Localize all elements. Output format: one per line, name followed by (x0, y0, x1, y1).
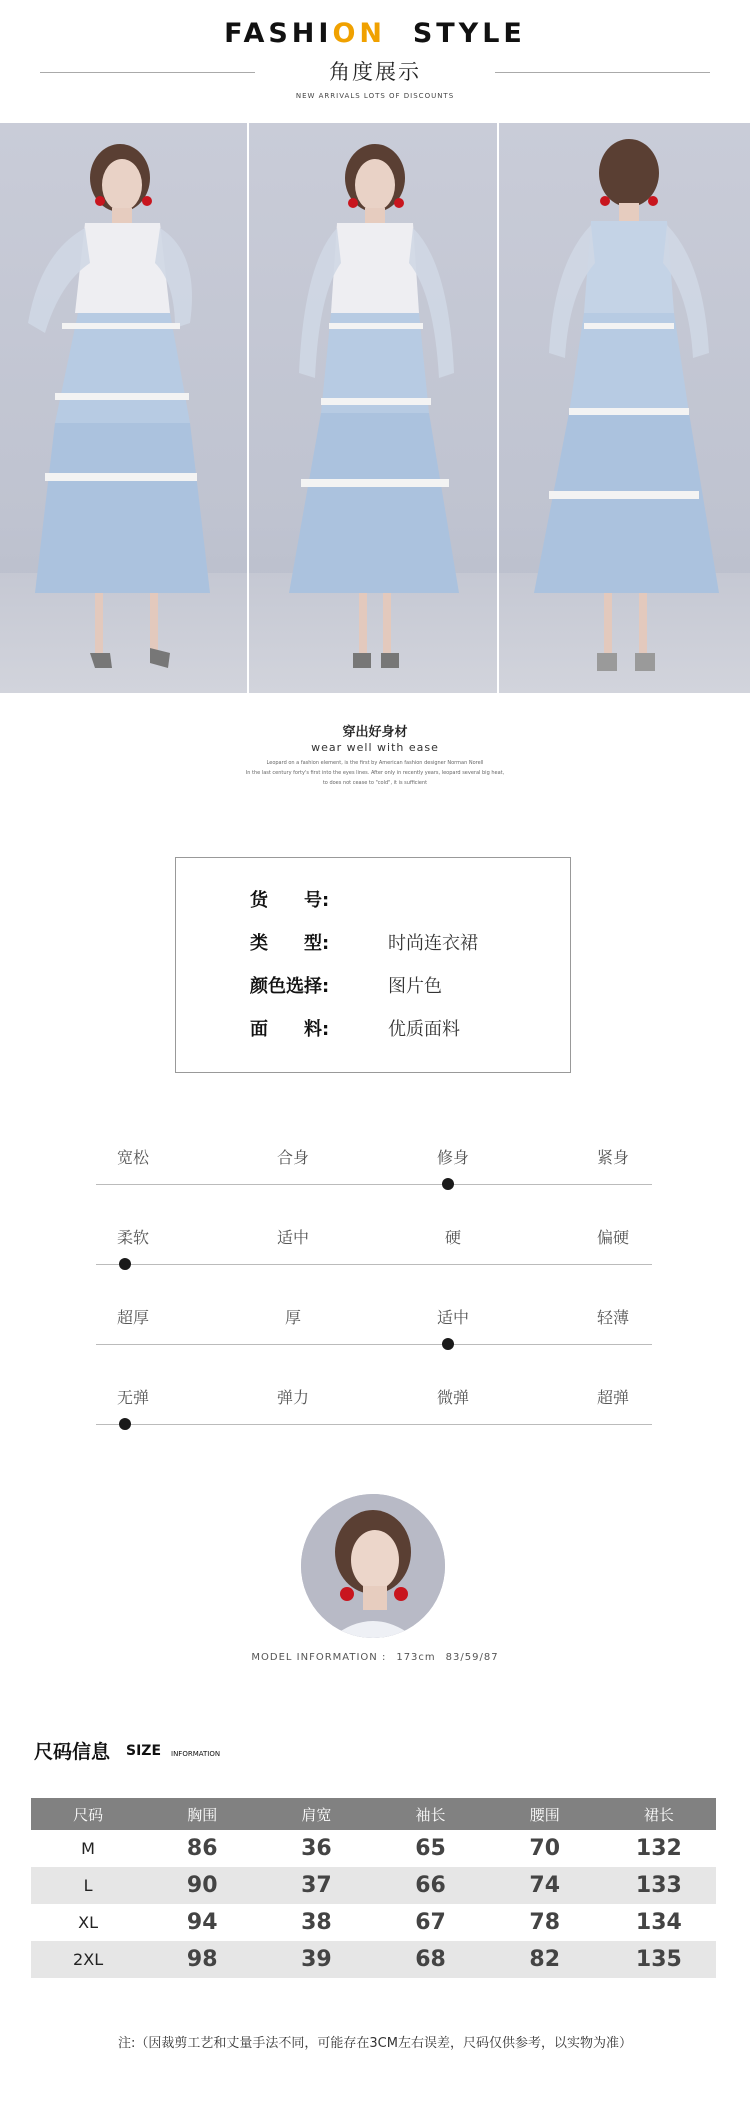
header-size: 尺码 (31, 1798, 145, 1830)
slider-track (96, 1184, 652, 1185)
wear-subtitle: wear well with ease (311, 741, 439, 754)
cell-bust: 94 (186, 1910, 218, 1935)
cell-bust: 98 (145, 1941, 259, 1978)
slider-track (96, 1424, 652, 1425)
slider-label: 轻薄 (596, 1308, 629, 1327)
cell-waist: 82 (488, 1941, 602, 1978)
slider-label: 修身 (436, 1148, 469, 1167)
info-value-color: 图片色 (388, 976, 442, 997)
slider-indicator-dot (442, 1178, 454, 1190)
slider-label: 合身 (276, 1148, 309, 1167)
cell-shoulder: 37 (259, 1867, 373, 1904)
cell-sleeve: 68 (373, 1941, 487, 1978)
header-tagline: NEW ARRIVALS LOTS OF DISCOUNTS (295, 92, 455, 100)
wear-desc-line: to does not cease to "cold", it is sufficient (322, 780, 428, 786)
cell-sleeve: 65 (415, 1836, 446, 1861)
cell-shoulder: 36 (301, 1836, 332, 1861)
wear-title: 穿出好身材 (342, 725, 408, 740)
size-table (31, 1798, 716, 1978)
table-row (31, 1867, 716, 1904)
table-row (31, 1830, 716, 1867)
slider-label: 紧身 (596, 1148, 629, 1167)
slider-label: 硬 (444, 1228, 461, 1247)
slider-indicator-dot (119, 1418, 131, 1430)
product-photo-angle (249, 123, 497, 693)
slider-label: 弹力 (276, 1388, 309, 1407)
cell-sleeve: 66 (373, 1867, 487, 1904)
slider-track (96, 1344, 652, 1345)
model-avatar (301, 1494, 445, 1638)
product-photo-back (499, 123, 750, 693)
cell-shoulder: 39 (259, 1941, 373, 1978)
header-length: 裙长 (602, 1798, 716, 1830)
header-shoulder: 肩宽 (259, 1798, 373, 1830)
cell-waist: 74 (488, 1867, 602, 1904)
info-label-type: 类 型: (250, 933, 330, 954)
table-row (31, 1941, 716, 1978)
slider-label: 厚 (284, 1308, 301, 1327)
table-row (31, 1904, 716, 1941)
info-value-fabric: 优质面料 (388, 1019, 460, 1040)
slider-label: 超厚 (116, 1308, 149, 1327)
wear-desc-line: Leopard on a fashion element, is the first by American fashion designer Norman Norell (266, 760, 484, 766)
slider-label: 超弹 (596, 1388, 629, 1407)
slider-label: 适中 (436, 1308, 469, 1327)
cell-length: 135 (602, 1941, 716, 1978)
product-info-box (175, 857, 571, 1073)
product-photo-front (0, 123, 247, 693)
info-label-color: 颜色选择: (250, 976, 330, 997)
info-value-type: 时尚连衣裙 (388, 933, 478, 954)
size-section-title: 尺码信息 (34, 1741, 111, 1763)
slider-label: 宽松 (116, 1148, 149, 1167)
size-section-title-en-small: INFORMATION (171, 1750, 221, 1758)
cell-length: 134 (635, 1910, 682, 1935)
slider-indicator-dot (119, 1258, 131, 1270)
slider-indicator-dot (442, 1338, 454, 1350)
cell-length: 133 (602, 1867, 716, 1904)
slider-label: 柔软 (116, 1228, 149, 1247)
cell-bust: 90 (145, 1867, 259, 1904)
cell-sleeve: 67 (415, 1910, 446, 1935)
slider-label: 无弹 (116, 1388, 149, 1407)
cell-waist: 78 (529, 1910, 561, 1935)
cell-size: M (81, 1839, 95, 1858)
measurement-note: 注:（因裁剪工艺和丈量手法不同，可能存在3CM左右误差，尺码仅供参考，以实物为准） (118, 2036, 632, 2051)
cell-size: 2XL (31, 1941, 145, 1978)
slider-track (96, 1264, 652, 1265)
header-bust: 胸围 (145, 1798, 259, 1830)
header-sleeve: 袖长 (373, 1798, 487, 1830)
slider-label: 偏硬 (596, 1228, 629, 1247)
slider-label: 微弹 (436, 1388, 469, 1407)
size-table-header (31, 1798, 716, 1830)
header-title: FASHION STYLE (224, 18, 526, 49)
cell-size: XL (78, 1913, 99, 1932)
header-waist: 腰围 (488, 1798, 602, 1830)
cell-shoulder: 38 (301, 1910, 332, 1935)
cell-size: L (31, 1867, 145, 1904)
header-subtitle: 角度展示 (329, 60, 421, 84)
info-label-item-no: 货 号: (250, 890, 330, 911)
cell-bust: 86 (186, 1836, 218, 1861)
info-label-fabric: 面 料: (250, 1019, 330, 1040)
model-information: MODEL INFORMATION : 173cm 83/59/87 (251, 1652, 499, 1663)
wear-desc-line: In the last century forty's first into the eyes lines. After only in recently years, leopard several big heat, (245, 770, 505, 776)
cell-waist: 70 (529, 1836, 561, 1861)
size-section-title-en: SIZE (126, 1743, 162, 1759)
slider-label: 适中 (276, 1228, 309, 1247)
cell-length: 132 (635, 1836, 682, 1861)
